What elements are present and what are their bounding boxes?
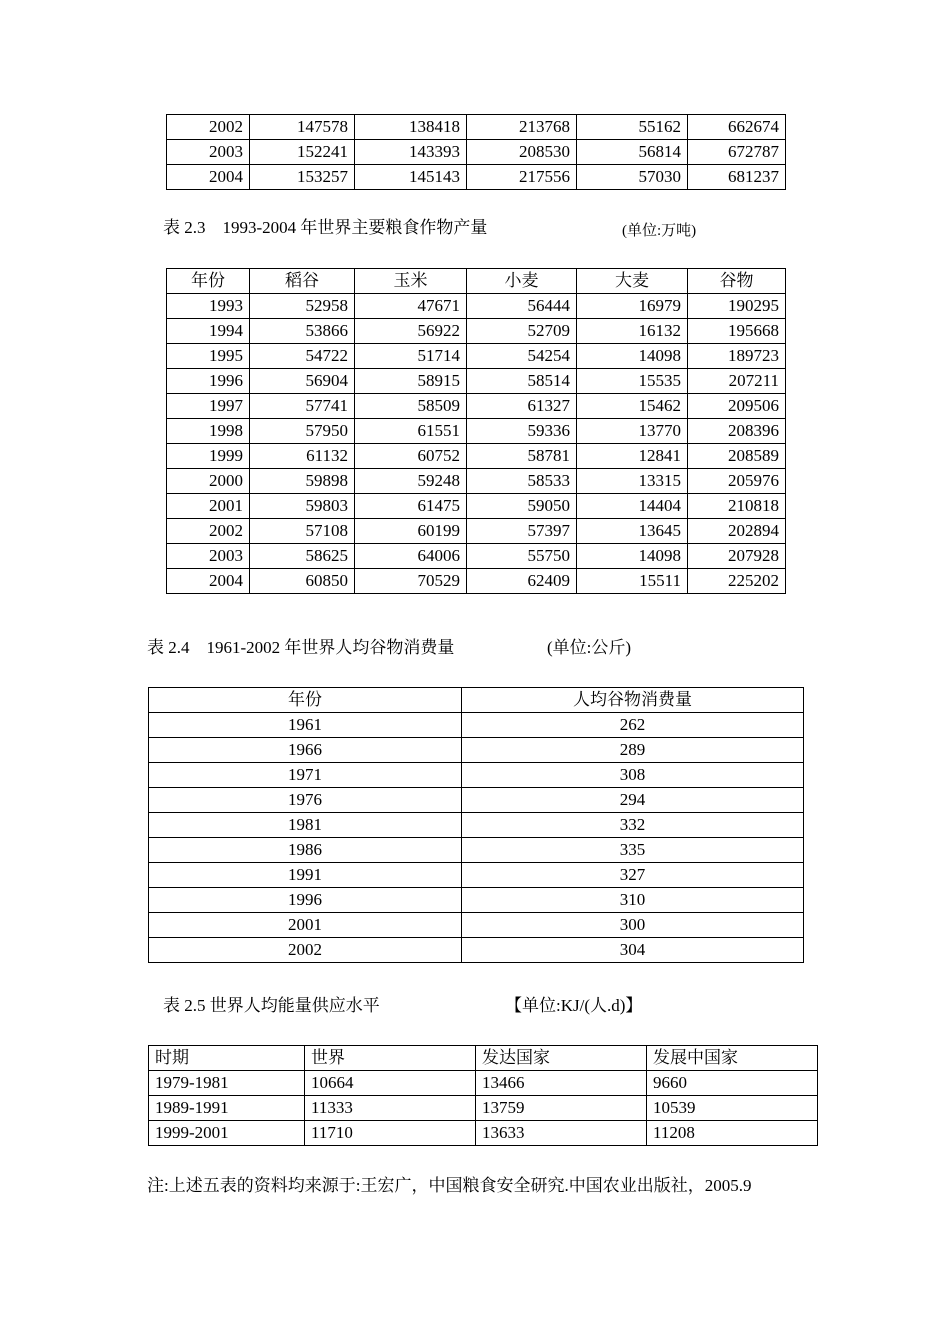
table-cell: 61132 bbox=[250, 444, 355, 469]
table-cell: 2002 bbox=[149, 938, 462, 963]
table-cell: 11333 bbox=[305, 1096, 476, 1121]
table-2-5-caption: 表 2.5 世界人均能量供应水平 bbox=[163, 996, 380, 1015]
table-cell: 57741 bbox=[250, 394, 355, 419]
table-row bbox=[149, 938, 804, 963]
table-cell: 332 bbox=[462, 813, 804, 838]
table-cell: 58781 bbox=[467, 444, 577, 469]
table-cell: 14098 bbox=[577, 344, 688, 369]
table-cell: 310 bbox=[462, 888, 804, 913]
table-cell: 54254 bbox=[467, 344, 577, 369]
table-cell: 13770 bbox=[577, 419, 688, 444]
table-cell: 58625 bbox=[250, 544, 355, 569]
table-cell: 58509 bbox=[355, 394, 467, 419]
table-cell: 300 bbox=[462, 913, 804, 938]
table-row bbox=[167, 394, 786, 419]
table-row bbox=[149, 763, 804, 788]
table-cell: 58533 bbox=[467, 469, 577, 494]
table-cell: 57108 bbox=[250, 519, 355, 544]
table-cell: 1999 bbox=[167, 444, 250, 469]
table-row bbox=[167, 444, 786, 469]
table-cell: 2003 bbox=[167, 544, 250, 569]
column-header: 世界 bbox=[305, 1046, 476, 1071]
table-cell: 2000 bbox=[167, 469, 250, 494]
table-row bbox=[149, 713, 804, 738]
table-cell: 304 bbox=[462, 938, 804, 963]
column-header: 大麦 bbox=[577, 269, 688, 294]
table-cell: 52709 bbox=[467, 319, 577, 344]
table-cell: 1966 bbox=[149, 738, 462, 763]
table-cell: 2003 bbox=[167, 140, 250, 165]
column-header: 稻谷 bbox=[250, 269, 355, 294]
table-cell: 2004 bbox=[167, 569, 250, 594]
table-cell: 189723 bbox=[688, 344, 786, 369]
table-cell: 12841 bbox=[577, 444, 688, 469]
table-cell: 1971 bbox=[149, 763, 462, 788]
table-cell: 59336 bbox=[467, 419, 577, 444]
table-row bbox=[149, 1071, 818, 1096]
table-cell: 51714 bbox=[355, 344, 467, 369]
table-cell: 1994 bbox=[167, 319, 250, 344]
table-cell: 195668 bbox=[688, 319, 786, 344]
table-cell: 208589 bbox=[688, 444, 786, 469]
header-row bbox=[167, 269, 786, 294]
table-cell: 208530 bbox=[467, 140, 577, 165]
table-2-4-caption: 表 2.4 1961-2002 年世界人均谷物消费量 bbox=[147, 638, 455, 657]
table-cell: 59050 bbox=[467, 494, 577, 519]
table-cell: 217556 bbox=[467, 165, 577, 190]
table-cell: 57397 bbox=[467, 519, 577, 544]
table-row bbox=[149, 738, 804, 763]
table-cell: 308 bbox=[462, 763, 804, 788]
table-cell: 55750 bbox=[467, 544, 577, 569]
table-cell: 1996 bbox=[167, 369, 250, 394]
table-cell: 59803 bbox=[250, 494, 355, 519]
table-2-4-unit: (单位:公斤) bbox=[547, 638, 632, 657]
table-cell: 16132 bbox=[577, 319, 688, 344]
table-row bbox=[167, 369, 786, 394]
header-row bbox=[149, 688, 804, 713]
table-row bbox=[149, 1121, 818, 1146]
table-row bbox=[149, 913, 804, 938]
table-cell: 207928 bbox=[688, 544, 786, 569]
table-cell: 202894 bbox=[688, 519, 786, 544]
table-cell: 11208 bbox=[647, 1121, 818, 1146]
table-cell: 207211 bbox=[688, 369, 786, 394]
table-cell: 64006 bbox=[355, 544, 467, 569]
table-cell: 1993 bbox=[167, 294, 250, 319]
table-cell: 190295 bbox=[688, 294, 786, 319]
table-cell: 56814 bbox=[577, 140, 688, 165]
table-cell: 2002 bbox=[167, 519, 250, 544]
table-cell: 13645 bbox=[577, 519, 688, 544]
table-cell: 15462 bbox=[577, 394, 688, 419]
table-row bbox=[149, 813, 804, 838]
table-cell: 58915 bbox=[355, 369, 467, 394]
table-cell: 14098 bbox=[577, 544, 688, 569]
table-cell: 152241 bbox=[250, 140, 355, 165]
table-2-5-unit: 【单位:KJ/(人.d)】 bbox=[505, 996, 643, 1015]
table-cell: 138418 bbox=[355, 115, 467, 140]
table-cell: 210818 bbox=[688, 494, 786, 519]
column-header: 发展中国家 bbox=[647, 1046, 818, 1071]
table-row bbox=[167, 294, 786, 319]
table-cell: 16979 bbox=[577, 294, 688, 319]
table-cell: 1976 bbox=[149, 788, 462, 813]
table-cell: 1996 bbox=[149, 888, 462, 913]
table-cell: 70529 bbox=[355, 569, 467, 594]
table-row bbox=[167, 419, 786, 444]
table-cell: 57950 bbox=[250, 419, 355, 444]
table-cell: 2004 bbox=[167, 165, 250, 190]
table-cell: 1997 bbox=[167, 394, 250, 419]
table-cell: 56444 bbox=[467, 294, 577, 319]
table-cell: 54722 bbox=[250, 344, 355, 369]
table-cell: 13315 bbox=[577, 469, 688, 494]
table-cell: 61475 bbox=[355, 494, 467, 519]
table-cell: 681237 bbox=[688, 165, 786, 190]
table-cell: 2001 bbox=[167, 494, 250, 519]
table-cell: 1961 bbox=[149, 713, 462, 738]
table-cell: 9660 bbox=[647, 1071, 818, 1096]
table-row bbox=[167, 544, 786, 569]
table-cell: 1999-2001 bbox=[149, 1121, 305, 1146]
table-cell: 60199 bbox=[355, 519, 467, 544]
column-header: 人均谷物消费量 bbox=[462, 688, 804, 713]
table-2-3 bbox=[166, 268, 786, 594]
table-cell: 262 bbox=[462, 713, 804, 738]
table-cell: 52958 bbox=[250, 294, 355, 319]
column-header: 小麦 bbox=[467, 269, 577, 294]
table-cell: 59898 bbox=[250, 469, 355, 494]
table-cell: 55162 bbox=[577, 115, 688, 140]
column-header: 发达国家 bbox=[476, 1046, 647, 1071]
table-cell: 1981 bbox=[149, 813, 462, 838]
table-cell: 289 bbox=[462, 738, 804, 763]
table-cell: 10539 bbox=[647, 1096, 818, 1121]
table-2-3-caption: 表 2.3 1993-2004 年世界主要粮食作物产量 bbox=[163, 218, 488, 237]
table-row bbox=[167, 140, 786, 165]
table-row bbox=[167, 344, 786, 369]
table-cell: 13633 bbox=[476, 1121, 647, 1146]
column-header: 玉米 bbox=[355, 269, 467, 294]
table-cell: 62409 bbox=[467, 569, 577, 594]
table-cell: 60850 bbox=[250, 569, 355, 594]
table-cell: 56922 bbox=[355, 319, 467, 344]
table-cell: 61327 bbox=[467, 394, 577, 419]
header-row bbox=[149, 1046, 818, 1071]
table-cell: 47671 bbox=[355, 294, 467, 319]
table-row bbox=[149, 888, 804, 913]
table-row bbox=[167, 115, 786, 140]
table-cell: 209506 bbox=[688, 394, 786, 419]
table-cell: 2001 bbox=[149, 913, 462, 938]
table-cell: 1991 bbox=[149, 863, 462, 888]
table-cell: 153257 bbox=[250, 165, 355, 190]
table-cell: 57030 bbox=[577, 165, 688, 190]
table-cell: 53866 bbox=[250, 319, 355, 344]
table-cell: 1989-1991 bbox=[149, 1096, 305, 1121]
column-header: 时期 bbox=[149, 1046, 305, 1071]
table-cell: 294 bbox=[462, 788, 804, 813]
table-top-continuation bbox=[166, 114, 786, 190]
source-note: 注:上述五表的资料均来源于:王宏广，中国粮食安全研究.中国农业出版社，2005.9 bbox=[147, 1176, 752, 1195]
table-cell: 1998 bbox=[167, 419, 250, 444]
table-row bbox=[167, 569, 786, 594]
table-row bbox=[167, 519, 786, 544]
table-cell: 662674 bbox=[688, 115, 786, 140]
table-row bbox=[167, 319, 786, 344]
table-cell: 13466 bbox=[476, 1071, 647, 1096]
table-2-3-unit: (单位:万吨) bbox=[622, 223, 697, 239]
table-cell: 60752 bbox=[355, 444, 467, 469]
table-cell: 15511 bbox=[577, 569, 688, 594]
column-header: 年份 bbox=[149, 688, 462, 713]
table-row bbox=[149, 838, 804, 863]
table-cell: 208396 bbox=[688, 419, 786, 444]
table-cell: 15535 bbox=[577, 369, 688, 394]
column-header: 谷物 bbox=[688, 269, 786, 294]
table-cell: 56904 bbox=[250, 369, 355, 394]
table-cell: 1995 bbox=[167, 344, 250, 369]
table-cell: 59248 bbox=[355, 469, 467, 494]
table-cell: 213768 bbox=[467, 115, 577, 140]
table-cell: 205976 bbox=[688, 469, 786, 494]
table-row bbox=[149, 1096, 818, 1121]
table-cell: 1979-1981 bbox=[149, 1071, 305, 1096]
table-cell: 145143 bbox=[355, 165, 467, 190]
table-cell: 1986 bbox=[149, 838, 462, 863]
table-cell: 327 bbox=[462, 863, 804, 888]
table-cell: 61551 bbox=[355, 419, 467, 444]
table-cell: 143393 bbox=[355, 140, 467, 165]
table-2-5 bbox=[148, 1045, 818, 1146]
table-cell: 147578 bbox=[250, 115, 355, 140]
table-row bbox=[167, 469, 786, 494]
table-cell: 11710 bbox=[305, 1121, 476, 1146]
table-cell: 13759 bbox=[476, 1096, 647, 1121]
table-row bbox=[167, 494, 786, 519]
column-header: 年份 bbox=[167, 269, 250, 294]
table-cell: 10664 bbox=[305, 1071, 476, 1096]
table-cell: 335 bbox=[462, 838, 804, 863]
table-cell: 58514 bbox=[467, 369, 577, 394]
table-2-4 bbox=[148, 687, 804, 963]
table-cell: 225202 bbox=[688, 569, 786, 594]
table-row bbox=[149, 863, 804, 888]
table-row bbox=[167, 165, 786, 190]
table-cell: 2002 bbox=[167, 115, 250, 140]
table-row bbox=[149, 788, 804, 813]
table-cell: 672787 bbox=[688, 140, 786, 165]
table-cell: 14404 bbox=[577, 494, 688, 519]
